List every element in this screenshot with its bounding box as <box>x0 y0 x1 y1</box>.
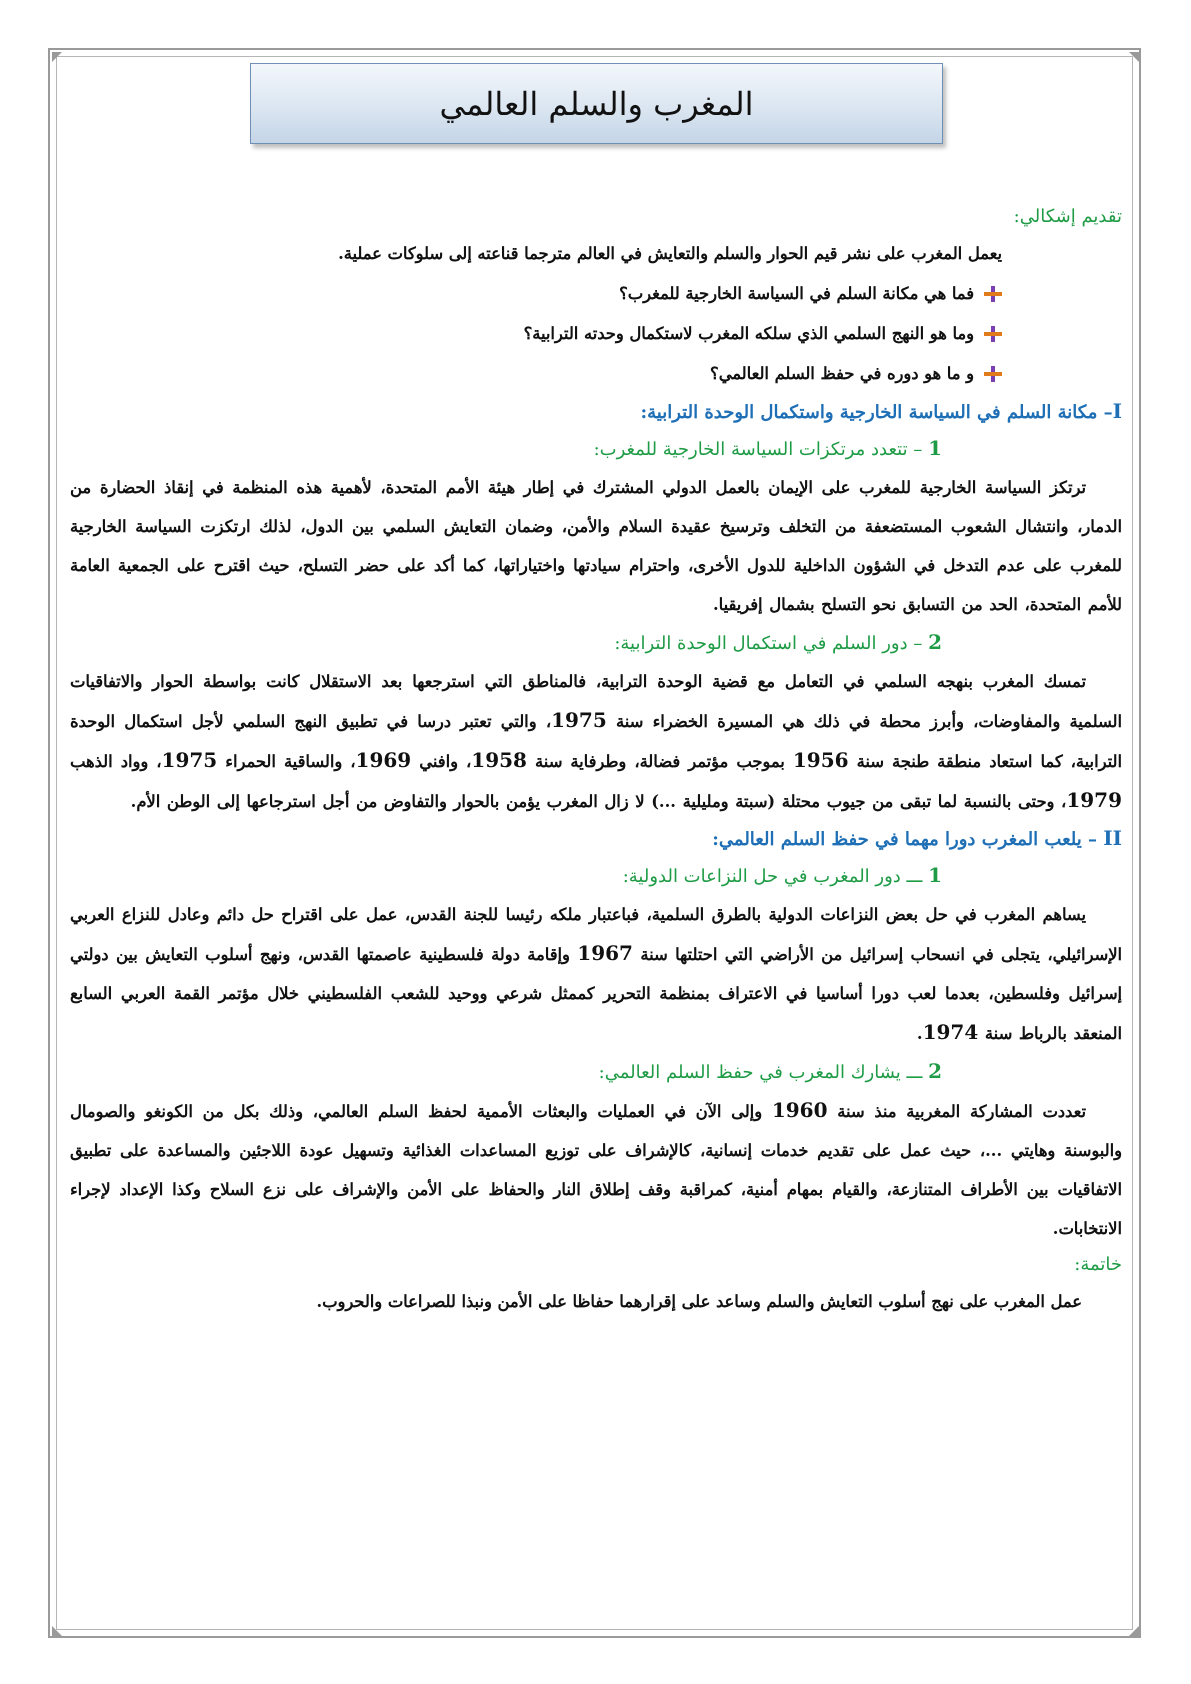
page-title: المغرب والسلم العالمي <box>439 84 754 123</box>
corner-ornament <box>1129 52 1139 62</box>
subsection-number: 1 <box>928 863 942 887</box>
section2-heading <box>70 821 1122 857</box>
title-box <box>250 63 943 144</box>
section2-sub2-heading <box>70 1053 1122 1091</box>
question-item <box>70 274 1122 314</box>
section2-para1 <box>70 895 1122 1053</box>
section-title: – يلعب المغرب دورا مهما في حفظ السلم العالمي: <box>712 829 1104 850</box>
year: 1969 <box>355 748 412 772</box>
subsection-number: 2 <box>928 1059 942 1083</box>
text-run: ، والساقية الحمراء <box>217 752 356 771</box>
year: 1979 <box>1066 788 1122 812</box>
section-number: II <box>1103 826 1122 850</box>
text-run: بموجب مؤتمر فضالة، وطرفاية سنة <box>526 752 793 771</box>
text-run: تعددت المشاركة المغربية منذ سنة <box>827 1102 1086 1121</box>
year: 1975 <box>551 708 607 732</box>
subsection-title: – دور السلم في استكمال الوحدة الترابية: <box>614 633 929 654</box>
subsection-number: 2 <box>928 630 942 654</box>
text-run: تمسك المغرب بنهجه السلمي في التعامل مع قضية الوحدة الترابية، فالمناطق التي استرجعها بعد الاستقلال كانت بواسطة الحوار والاتفاقيات السلمية والمفاوضات، وأبرز محطة في ذلك هي المسيرة الخضراء سنة <box>70 672 1122 731</box>
corner-ornament <box>52 52 62 62</box>
subsection-title: ـــ دور المغرب في حل النزاعات الدولية: <box>622 866 929 887</box>
section2-sub1-heading <box>70 857 1122 895</box>
text-run: . <box>916 1024 923 1043</box>
corner-ornament <box>1129 1626 1139 1636</box>
text-run: وإلى الآن في العمليات والبعثات الأممية لحفظ السلم العالمي، وذلك بكل من الكونغو والصومال والبوسنة وهايتي ...، حيث عمل على تقديم خدمات إنسانية، كالإشراف على توزيع المساعدات الغذائية وتسهيل عودة اللاجئين والمساعدة على تطبيق الاتفاقيات بين الأطراف المتنازعة، والقيام بمهام أمنية، كمراقبة وقف إطلاق النار والحفاظ على الأمن والإشراف على نزع السلاح وكذا الإعداد لإجراء الانتخابات. <box>70 1102 1122 1238</box>
section2-para2 <box>70 1091 1122 1248</box>
text-run: ، وحتى بالنسبة لما تبقى من جيوب محتلة (سبتة ومليلية ...) لا زال المغرب يؤمن بالحوار والتفاوض من أجل استرجاعها إلى الوطن الأم. <box>130 792 1067 811</box>
question-text: وما هو النهج السلمي الذي سلكه المغرب لاستكمال وحدته الترابية؟ <box>523 324 974 343</box>
plus-bullet-icon <box>984 286 1002 302</box>
text-run: ، وافني <box>411 752 472 771</box>
conclusion-heading: خاتمة: <box>1074 1254 1122 1275</box>
section-number: I <box>1112 399 1122 423</box>
conclusion-text: عمل المغرب على نهج أسلوب التعايش والسلم وساعد على إقرارهما حفاظا على الأمن ونبذا للصراعات والحروب. <box>316 1292 1082 1311</box>
subsection-number: 1 <box>928 436 942 460</box>
intro-text: يعمل المغرب على نشر قيم الحوار والسلم والتعايش في العالم مترجما قناعته إلى سلوكات عملية. <box>338 244 1002 263</box>
year: 1967 <box>577 941 633 965</box>
question-text: و ما هو دوره في حفظ السلم العالمي؟ <box>710 364 974 383</box>
plus-bullet-icon <box>984 366 1002 382</box>
section1-sub2-heading <box>70 624 1122 662</box>
year: 1960 <box>771 1098 828 1122</box>
year: 1974 <box>922 1020 979 1044</box>
section1-sub1-heading <box>70 430 1122 468</box>
year: 1975 <box>161 748 218 772</box>
text-run: ، وواد الذهب <box>70 752 162 771</box>
document-body <box>70 200 1122 1322</box>
subsection-title: ـــ يشارك المغرب في حفظ السلم العالمي: <box>598 1062 929 1083</box>
question-item <box>70 354 1122 394</box>
year: 1958 <box>471 748 527 772</box>
subsection-title: – تتعدد مرتكزات السياسة الخارجية للمغرب: <box>593 439 929 460</box>
text-run: وإقامة دولة فلسطينية عاصمتها القدس، ونهج أسلوب التعايش بين دولتي إسرائيل وفلسطين، بعدما لعب دورا أساسيا في الاعتراف بمنظمة التحرير كممثل شرعي ووحيد للشعب الفلسطيني خلال مؤتمر القمة العربي السابع المنعقد بالرباط سنة <box>70 945 1122 1043</box>
section1-heading <box>70 394 1122 430</box>
text-run: يساهم المغرب في حل بعض النزاعات الدولية بالطرق السلمية، فباعتبار ملكه رئيسا للجنة القدس، عمل على اقتراح حل دائم وعادل للنزاع العربي الإسرائيلي، يتجلى في انسحاب إسرائيل من الأراضي التي احتلتها سنة <box>70 905 1122 964</box>
question-item <box>70 314 1122 354</box>
question-text: فما هي مكانة السلم في السياسة الخارجية للمغرب؟ <box>619 284 974 303</box>
section1-para1: ترتكز السياسة الخارجية للمغرب على الإيمان بالعمل الدولي المشترك في إطار هيئة الأمم المتحدة، لأهمية هذه المنظمة في إنقاذ الحضارة من الدمار، وانتشال الشعوب المستضعفة من التخلف وترسيخ عقيدة السلام والأمن، وضمان التعايش السلمي بين الدول، لذلك ارتكزت السياسة الخارجية للمغرب على عدم التدخل في الشؤون الداخلية للدول الأخرى، واحترام سيادتها واختياراتها، كما أكد على حضر التسلح، حيث اقترح على الجمعية العامة للأمم المتحدة، الحد من التسابق نحو التسلح بشمال إفريقيا. <box>70 478 1122 614</box>
section-title: – مكانة السلم في السياسة الخارجية واستكمال الوحدة الترابية: <box>640 402 1113 423</box>
text-run: ، والتي تعتبر درسا في تطبيق النهج السلمي لأجل استكمال الوحدة الترابية، كما استعاد منطقة طنجة سنة <box>70 712 1122 771</box>
corner-ornament <box>52 1626 62 1636</box>
year: 1956 <box>792 748 849 772</box>
intro-heading: تقديم إشكالي: <box>1013 206 1122 227</box>
plus-bullet-icon <box>984 326 1002 342</box>
section1-para2 <box>70 662 1122 821</box>
